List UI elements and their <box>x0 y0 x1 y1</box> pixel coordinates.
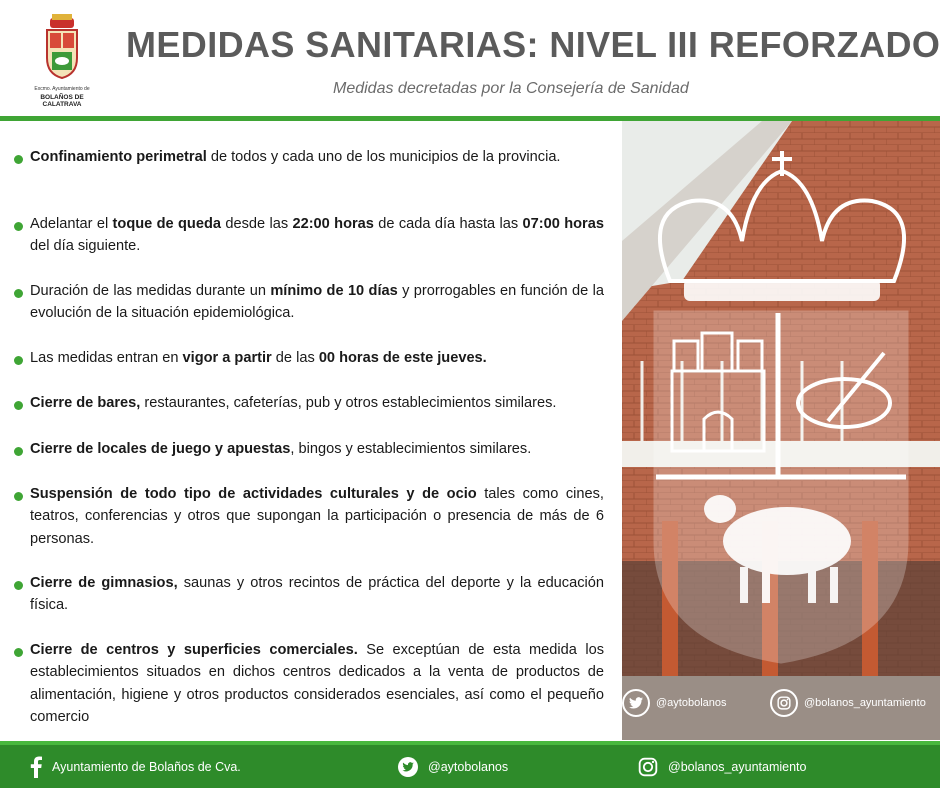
measure-text: Cierre de bares, restaurantes, cafeterías, pub y otros establecimientos similares. <box>30 395 557 411</box>
measure-text: Adelantar el toque de queda desde las 22:00 horas de cada día hasta las 07:00 horas del día siguiente. <box>30 216 604 255</box>
municipal-logo <box>20 14 104 108</box>
measure-text: Duración de las medidas durante un mínimo de 10 días y prorrogables en función de la evolución de la situación epidemiológica. <box>30 283 604 322</box>
instagram-icon <box>638 757 658 777</box>
measure-text: Cierre de gimnasios, saunas y otros recintos de práctica del deporte y la educación física. <box>30 575 604 614</box>
coat-of-arms-icon <box>44 14 80 80</box>
instagram-icon <box>770 689 798 717</box>
photo-instagram-handle <box>770 689 926 717</box>
footer-facebook-link[interactable] <box>30 745 241 788</box>
bullet-icon <box>14 289 23 298</box>
bullet-icon <box>14 581 23 590</box>
bullet-icon <box>14 356 23 365</box>
org-name: BOLAÑOS DE CALATRAVA <box>40 94 84 108</box>
measure-text: Cierre de centros y superficies comerciales. Se exceptúan de esta medida los establecimientos situados en dichos centros dedicados a la venta de productos de alimentación, higiene y otros productos considerados esenciales, así como el pequeño comercio <box>30 642 604 726</box>
measure-text: Las medidas entran en vigor a partir de las 00 horas de este jueves. <box>30 350 487 366</box>
photo-instagram-label: @bolanos_ayuntamiento <box>804 697 926 709</box>
header <box>0 0 940 116</box>
bullet-icon <box>14 648 23 657</box>
twitter-icon <box>622 689 650 717</box>
building-with-crest-image <box>622 121 940 740</box>
town-hall-photo <box>622 121 940 740</box>
page-title: MEDIDAS SANITARIAS: NIVEL III REFORZADO <box>126 24 940 65</box>
footer-twitter-label: @aytobolanos <box>428 759 509 774</box>
bullet-icon <box>14 155 23 164</box>
bullet-icon <box>14 447 23 456</box>
footer-bar <box>0 741 940 788</box>
page-subtitle: Medidas decretadas por la Consejería de Sanidad <box>333 80 689 97</box>
footer-facebook-label: Ayuntamiento de Bolaños de Cva. <box>52 759 241 774</box>
measure-text: Suspensión de todo tipo de actividades culturales y de ocio tales como cines, teatros, conferencias y otros que supongan la participación o presencia de más de 6 personas. <box>30 486 604 547</box>
bullet-icon <box>14 492 23 501</box>
org-prefix: Excmo. Ayuntamiento de <box>34 86 90 92</box>
photo-twitter-label: @aytobolanos <box>656 697 727 709</box>
measure-text: Cierre de locales de juego y apuestas, bingos y establecimientos similares. <box>30 441 532 457</box>
bullet-icon <box>14 222 23 231</box>
bullet-icon <box>14 401 23 410</box>
photo-twitter-handle <box>622 689 727 717</box>
facebook-icon <box>30 756 42 778</box>
measure-text: Confinamiento perimetral de todos y cada uno de los municipios de la provincia. <box>30 149 561 165</box>
footer-instagram-label: @bolanos_ayuntamiento <box>668 759 807 774</box>
footer-instagram-link[interactable] <box>638 745 806 788</box>
footer-twitter-link[interactable] <box>398 745 508 788</box>
twitter-icon <box>398 757 418 777</box>
